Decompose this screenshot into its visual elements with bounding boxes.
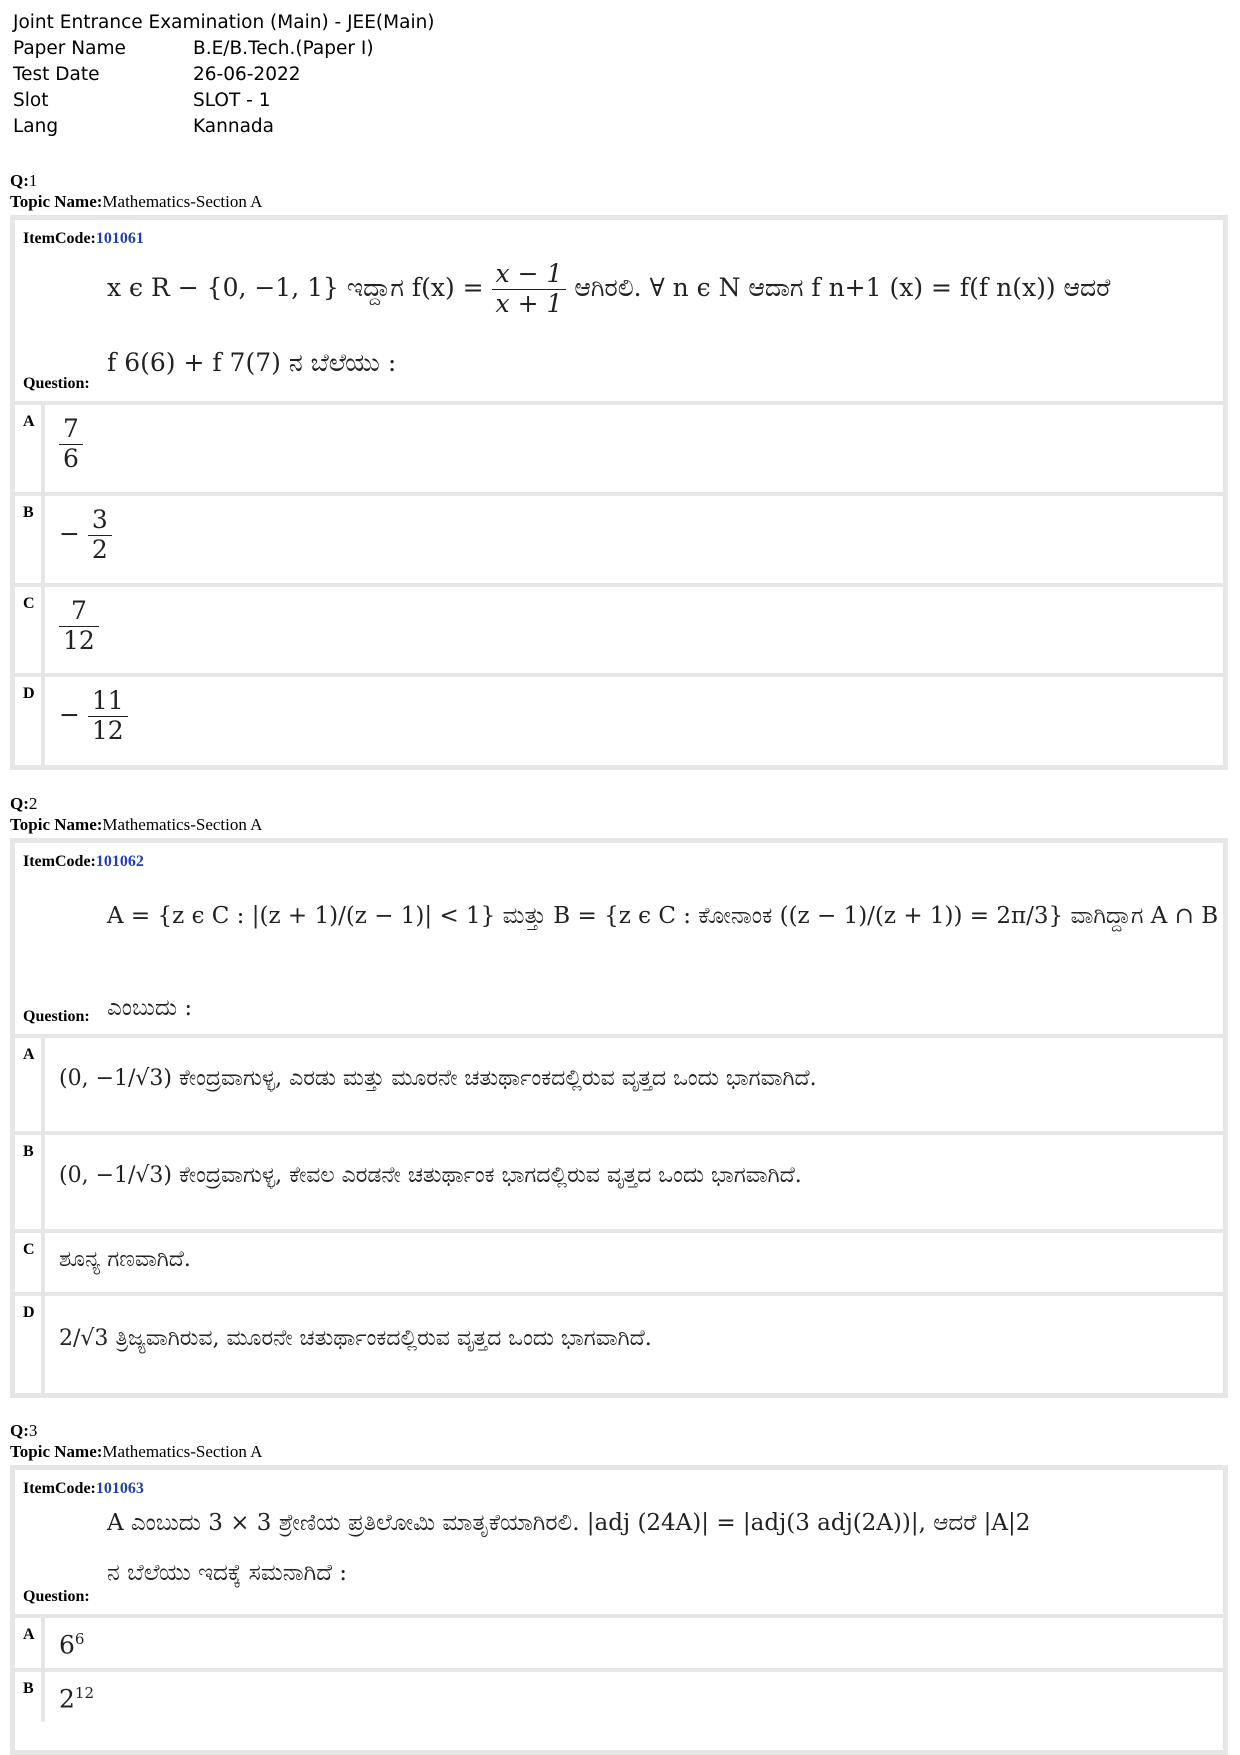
option-math: 2/√3 — [59, 1326, 109, 1351]
itemcode-value: 101062 — [95, 853, 144, 870]
option-d[interactable] — [15, 1292, 1223, 1393]
exam-header — [13, 10, 435, 140]
stem-text: x ϵ R − {0, −1, 1} ಇದ್ದಾಗ f(x) = — [107, 272, 484, 302]
question-number: 2 — [28, 794, 38, 813]
item-code — [23, 1480, 144, 1498]
option-key: C — [15, 587, 45, 673]
option-value — [59, 506, 112, 565]
item-code — [23, 853, 144, 871]
header-key: Slot — [13, 90, 49, 111]
question-3-stem-line1: A ಎಂಬುದು 3 × 3 ಶ್ರೇಣಿಯ ಪ್ರತಿಲೋಮಿ ಮಾತೃಕೆಯಾಗಿರಲಿ. |adj (24A)| = |adj(3 adj(2A))|, ಆದರೆ |A|2 — [107, 1510, 1031, 1536]
question-number: 1 — [28, 171, 38, 190]
fraction-numerator: 11 — [88, 687, 128, 717]
header-row-slot — [13, 88, 435, 114]
option-b[interactable] — [15, 492, 1223, 583]
q-prefix: Q: — [10, 1421, 29, 1440]
header-row-lang — [13, 114, 435, 140]
question-2-stem-line1: A = {z ϵ C : |(z + 1)/(z − 1)| < 1} ಮತ್ತು B = {z ϵ C : ಕೋನಾಂಕ ((z − 1)/(z + 1)) = 2π/3} ವಾಗಿದ್ದಾಗ A ∩ B — [107, 903, 1219, 929]
question-1-stem-line2: f 6(6) + f 7(7) ನ ಬೆಲೆಯು : — [107, 348, 397, 377]
option-c[interactable] — [15, 583, 1223, 673]
option-fraction — [88, 506, 112, 565]
fraction-denominator: 6 — [63, 443, 79, 473]
fraction-denominator: 12 — [91, 715, 124, 745]
option-key: A — [15, 1618, 45, 1668]
topic-prefix: Topic Name: — [10, 1442, 103, 1461]
option-base: 2 — [59, 1684, 75, 1714]
option-text: ತ್ರಿಜ್ಯವಾಗಿರುವ, ಮೂರನೇ ಚತುರ್ಥಾಂಕದಲ್ಲಿರುವ ವೃತ್ತದ ಒಂದು ಭಾಗವಾಗಿದೆ. — [115, 1326, 652, 1351]
option-text: ಶೂನ್ಯ ಗಣವಾಗಿದೆ. — [59, 1247, 191, 1272]
option-text: ಕೇಂದ್ರವಾಗುಳ್ಳ, ಎರಡು ಮತ್ತು ಮೂರನೇ ಚತುರ್ಥಾಂಕದಲ್ಲಿರುವ ವೃತ್ತದ ಒಂದು ಭಾಗವಾಗಿದೆ. — [179, 1066, 817, 1091]
header-row-paper — [13, 36, 435, 62]
option-value — [59, 1684, 94, 1713]
question-2-box — [10, 838, 1228, 1398]
topic-name: Mathematics-Section A — [102, 815, 263, 834]
option-key: D — [15, 1296, 45, 1393]
option-value — [59, 1326, 652, 1351]
itemcode-value: 101063 — [95, 1480, 144, 1497]
option-b[interactable] — [15, 1131, 1223, 1229]
option-a[interactable] — [15, 1614, 1223, 1668]
option-value — [59, 597, 99, 656]
question-word: Question: — [23, 1588, 90, 1605]
option-d[interactable] — [15, 673, 1223, 765]
itemcode-prefix: ItemCode: — [23, 230, 96, 247]
option-a[interactable] — [15, 401, 1223, 492]
fraction-numerator: 7 — [59, 597, 99, 627]
option-key: B — [15, 1672, 45, 1722]
topic-prefix: Topic Name: — [10, 815, 103, 834]
itemcode-prefix: ItemCode: — [23, 1480, 96, 1497]
exam-title: Joint Entrance Examination (Main) - JEE(Main) — [13, 12, 435, 33]
header-key: Lang — [13, 116, 59, 137]
header-key: Paper Name — [13, 38, 126, 59]
q-prefix: Q: — [10, 794, 29, 813]
option-sign: − — [59, 518, 80, 548]
option-key: B — [15, 496, 45, 583]
option-key: A — [15, 1038, 45, 1131]
option-key: D — [15, 677, 45, 765]
option-value — [59, 1163, 802, 1188]
option-exponent: 12 — [74, 1684, 94, 1702]
option-key: B — [15, 1135, 45, 1229]
option-fraction — [88, 687, 128, 746]
option-a[interactable] — [15, 1034, 1223, 1131]
header-value: B.E/B.Tech.(Paper I) — [193, 38, 374, 59]
option-key: A — [15, 405, 45, 492]
topic-prefix: Topic Name: — [10, 192, 103, 211]
question-2-label — [10, 793, 262, 835]
option-fraction — [59, 415, 83, 474]
question-1-label — [10, 170, 262, 212]
fraction-denominator: 2 — [91, 534, 108, 564]
question-word: Question: — [23, 1008, 90, 1025]
option-value — [59, 1630, 84, 1659]
question-1-stem-line1 — [107, 260, 1110, 319]
option-fraction — [59, 597, 99, 656]
stem-fraction — [492, 260, 567, 319]
header-row-date — [13, 62, 435, 88]
option-b[interactable] — [15, 1668, 1223, 1722]
itemcode-value: 101061 — [95, 230, 144, 247]
option-value — [59, 687, 128, 746]
item-code — [23, 230, 144, 248]
question-number: 3 — [28, 1421, 38, 1440]
option-exponent: 6 — [74, 1630, 85, 1648]
header-value: Kannada — [193, 116, 275, 137]
stem-text: ಆಗಿರಲಿ. ∀ n ϵ N ಆದಾಗ f n+1 (x) = f(f n(x)) ಆದರೆ — [574, 272, 1111, 302]
fraction-denominator: 12 — [63, 625, 95, 655]
fraction-denominator: x + 1 — [495, 288, 563, 318]
option-base: 6 — [59, 1630, 75, 1660]
header-value: 26-06-2022 — [193, 64, 301, 85]
fraction-numerator: 3 — [88, 506, 112, 536]
option-value — [59, 415, 83, 474]
question-2-stem-line2: ಎಂಬುದು : — [107, 995, 193, 1021]
option-text: ಕೇಂದ್ರವಾಗುಳ್ಳ, ಕೇವಲ ಎರಡನೇ ಚತುರ್ಥಾಂಕ ಭಾಗದಲ್ಲಿರುವ ವೃತ್ತದ ಒಂದು ಭಾಗವಾಗಿದೆ. — [179, 1163, 802, 1188]
question-3-label — [10, 1420, 262, 1462]
option-value — [59, 1066, 817, 1091]
header-key: Test Date — [13, 64, 100, 85]
option-key: C — [15, 1233, 45, 1292]
question-3-box — [10, 1465, 1228, 1755]
fraction-numerator: 7 — [59, 415, 83, 445]
option-sign: − — [59, 699, 80, 729]
question-3-stem-line2: ನ ಬೆಲೆಯು ಇದಕ್ಕೆ ಸಮನಾಗಿದೆ : — [107, 1560, 348, 1586]
topic-name: Mathematics-Section A — [102, 192, 263, 211]
q-prefix: Q: — [10, 171, 29, 190]
option-math: (0, −1/√3) — [59, 1066, 173, 1091]
topic-name: Mathematics-Section A — [102, 1442, 263, 1461]
header-value: SLOT - 1 — [193, 90, 271, 111]
option-c[interactable] — [15, 1229, 1223, 1292]
itemcode-prefix: ItemCode: — [23, 853, 96, 870]
option-math: (0, −1/√3) — [59, 1163, 173, 1188]
fraction-numerator: x − 1 — [492, 260, 567, 290]
option-value — [59, 1247, 191, 1272]
question-word: Question: — [23, 375, 90, 392]
question-1-box — [10, 215, 1228, 770]
